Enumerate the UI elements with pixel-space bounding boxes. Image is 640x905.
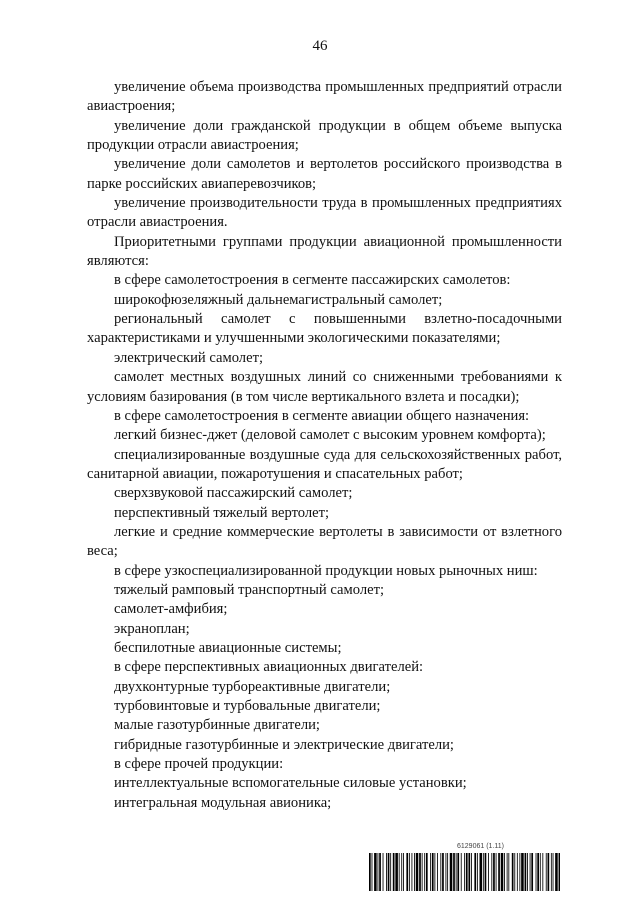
paragraph: тяжелый рамповый транспортный самолет; [114, 581, 385, 598]
paragraph: самолет-амфибия; [114, 601, 228, 618]
paragraph: электрический самолет; [114, 349, 264, 366]
paragraph: в сфере перспективных авиационных двигателей: [114, 659, 424, 676]
body-text [87, 78, 562, 813]
paragraph: увеличение производительности труда в промышленных предприятиях отрасли авиастроения. [87, 195, 562, 231]
paragraph: сверхзвуковой пассажирский самолет; [114, 485, 353, 502]
paragraph: увеличение объема производства промышленных предприятий отрасли авиастроения; [87, 79, 562, 115]
paragraph: малые газотурбинные двигатели; [114, 717, 320, 734]
paragraph: экраноплан; [114, 620, 190, 637]
paragraph: двухконтурные турбореактивные двигатели; [114, 678, 391, 695]
page-number: 46 [312, 38, 328, 54]
paragraph: в сфере узкоспециализированной продукции новых рыночных ниш: [114, 562, 538, 579]
paragraph: гибридные газотурбинные и электрические двигатели; [114, 736, 454, 753]
paragraph: легкий бизнес-джет (деловой самолет с высоким уровнем комфорта); [114, 427, 546, 444]
paragraph: самолет местных воздушных линий со сниженными требованиями к условиям базирования (в том числе вертикального взлета и посадки); [87, 369, 562, 405]
paragraph: перспективный тяжелый вертолет; [114, 504, 330, 521]
barcode [369, 853, 560, 891]
paragraph: турбовинтовые и турбовальные двигатели; [114, 698, 381, 714]
paragraph: специализированные воздушные суда для сельскохозяйственных работ, санитарной авиации, пожаротушения и спасательных работ; [87, 446, 562, 482]
paragraph: интегральная модульная авионика; [114, 794, 332, 811]
paragraph: Приоритетными группами продукции авиационной промышленности являются: [87, 233, 562, 270]
paragraph: беспилотные авиационные системы; [114, 639, 342, 656]
paragraph: в сфере прочей продукции: [114, 756, 284, 773]
paragraph: легкие и средние коммерческие вертолеты в зависимости от взлетного веса; [87, 523, 562, 560]
paragraph: широкофюзеляжный дальнемагистральный самолет; [114, 291, 443, 308]
paragraph: увеличение доли гражданской продукции в общем объеме выпуска продукции отрасли авиастроения; [87, 117, 562, 154]
paragraph: региональный самолет с повышенными взлетно-посадочными характеристиками и улучшенными экологическими показателями; [87, 311, 562, 347]
document-code: 6129061 (1.11) [457, 843, 504, 850]
paragraph: в сфере самолетостроения в сегменте авиации общего назначения: [114, 407, 530, 424]
paragraph: увеличение доли самолетов и вертолетов российского производства в парке российских авиаперевозчиков; [87, 156, 562, 192]
paragraph: в сфере самолетостроения в сегменте пассажирских самолетов: [114, 272, 511, 289]
paragraph: интеллектуальные вспомогательные силовые установки; [114, 775, 467, 792]
